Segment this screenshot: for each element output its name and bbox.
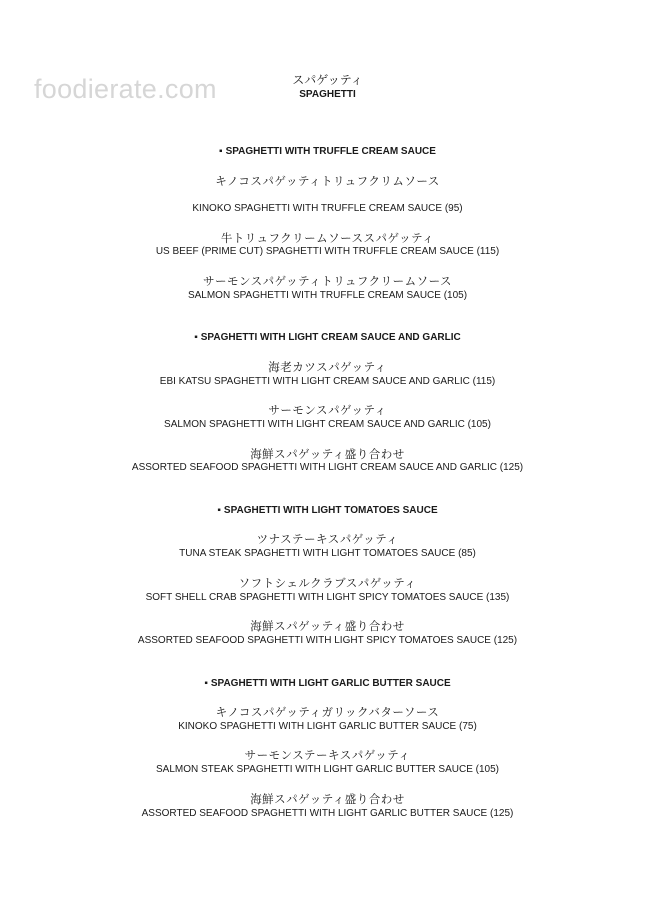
menu-item: SOFT SHELL CRAB SPAGHETTI WITH LIGHT SPICY TOMATOES SAUCE (135)	[145, 592, 510, 603]
section-heading-truffle-cream	[0, 146, 655, 158]
page-title-jp: スパゲッティ	[292, 73, 363, 87]
menu-item-jp: 海鮮スパゲッティ盛り合わせ	[250, 447, 405, 461]
menu-item: KINOKO SPAGHETTI WITH TRUFFLE CREAM SAUCE (95)	[192, 203, 463, 214]
menu-item: TUNA STEAK SPAGHETTI WITH LIGHT TOMATOES SAUCE (85)	[179, 548, 476, 559]
menu-item: SALMON STEAK SPAGHETTI WITH LIGHT GARLIC BUTTER SAUCE (105)	[155, 764, 500, 775]
menu-item-jp: キノコスパゲッティガリックバターソース	[215, 705, 440, 719]
menu-item-jp: キノコスパゲッティトリュフクリムソース	[215, 174, 440, 188]
watermark: foodierate.com	[34, 74, 217, 104]
menu-item-jp: 牛トリュフクリームソーススパゲッティ	[220, 231, 435, 245]
bullet-icon: ▪	[194, 332, 198, 343]
menu-item: SALMON SPAGHETTI WITH TRUFFLE CREAM SAUCE (105)	[187, 290, 468, 301]
menu-item-jp: サーモンステーキスパゲッティ	[244, 748, 411, 762]
menu-item-jp: 海老カツスパゲッティ	[268, 360, 387, 374]
bullet-icon: ▪	[217, 505, 221, 516]
bullet-icon: ▪	[204, 678, 208, 689]
menu-item: ASSORTED SEAFOOD SPAGHETTI WITH LIGHT SPICY TOMATOES SAUCE (125)	[137, 635, 518, 646]
menu-item: SALMON SPAGHETTI WITH LIGHT CREAM SAUCE AND GARLIC (105)	[164, 419, 491, 430]
section-heading-label: SPAGHETTI WITH LIGHT CREAM SAUCE AND GARLIC	[200, 332, 461, 343]
menu-item: KINOKO SPAGHETTI WITH LIGHT GARLIC BUTTER SAUCE (75)	[178, 721, 477, 732]
menu-item-jp: 海鮮スパゲッティ盛り合わせ	[250, 792, 405, 806]
section-heading-label: SPAGHETTI WITH TRUFFLE CREAM SAUCE	[225, 146, 436, 157]
section-heading-label: SPAGHETTI WITH LIGHT TOMATOES SAUCE	[223, 505, 438, 516]
bullet-icon: ▪	[219, 146, 223, 157]
menu-item: US BEEF (PRIME CUT) SPAGHETTI WITH TRUFFLE CREAM SAUCE (115)	[155, 246, 500, 257]
menu-item: ASSORTED SEAFOOD SPAGHETTI WITH LIGHT CREAM SAUCE AND GARLIC (125)	[131, 462, 524, 473]
menu-item-jp: 海鮮スパゲッティ盛り合わせ	[250, 619, 405, 633]
menu-item: EBI KATSU SPAGHETTI WITH LIGHT CREAM SAUCE AND GARLIC (115)	[159, 376, 496, 387]
menu-item-jp: サーモンスパゲッティトリュフクリームソース	[202, 274, 452, 288]
section-heading-light-tomatoes	[0, 505, 655, 517]
section-heading-light-cream-garlic	[0, 332, 655, 344]
menu-item: ASSORTED SEAFOOD SPAGHETTI WITH LIGHT GARLIC BUTTER SAUCE (125)	[141, 808, 514, 819]
menu-item-jp: ツナステーキスパゲッティ	[256, 532, 399, 546]
menu-item-jp: サーモンスパゲッティ	[268, 403, 387, 417]
page-title: SPAGHETTI	[299, 89, 356, 100]
menu-item-jp: ソフトシェルクラブスパゲッティ	[238, 576, 417, 590]
section-heading-label: SPAGHETTI WITH LIGHT GARLIC BUTTER SAUCE	[210, 678, 451, 689]
section-heading-light-garlic-butter	[0, 678, 655, 690]
